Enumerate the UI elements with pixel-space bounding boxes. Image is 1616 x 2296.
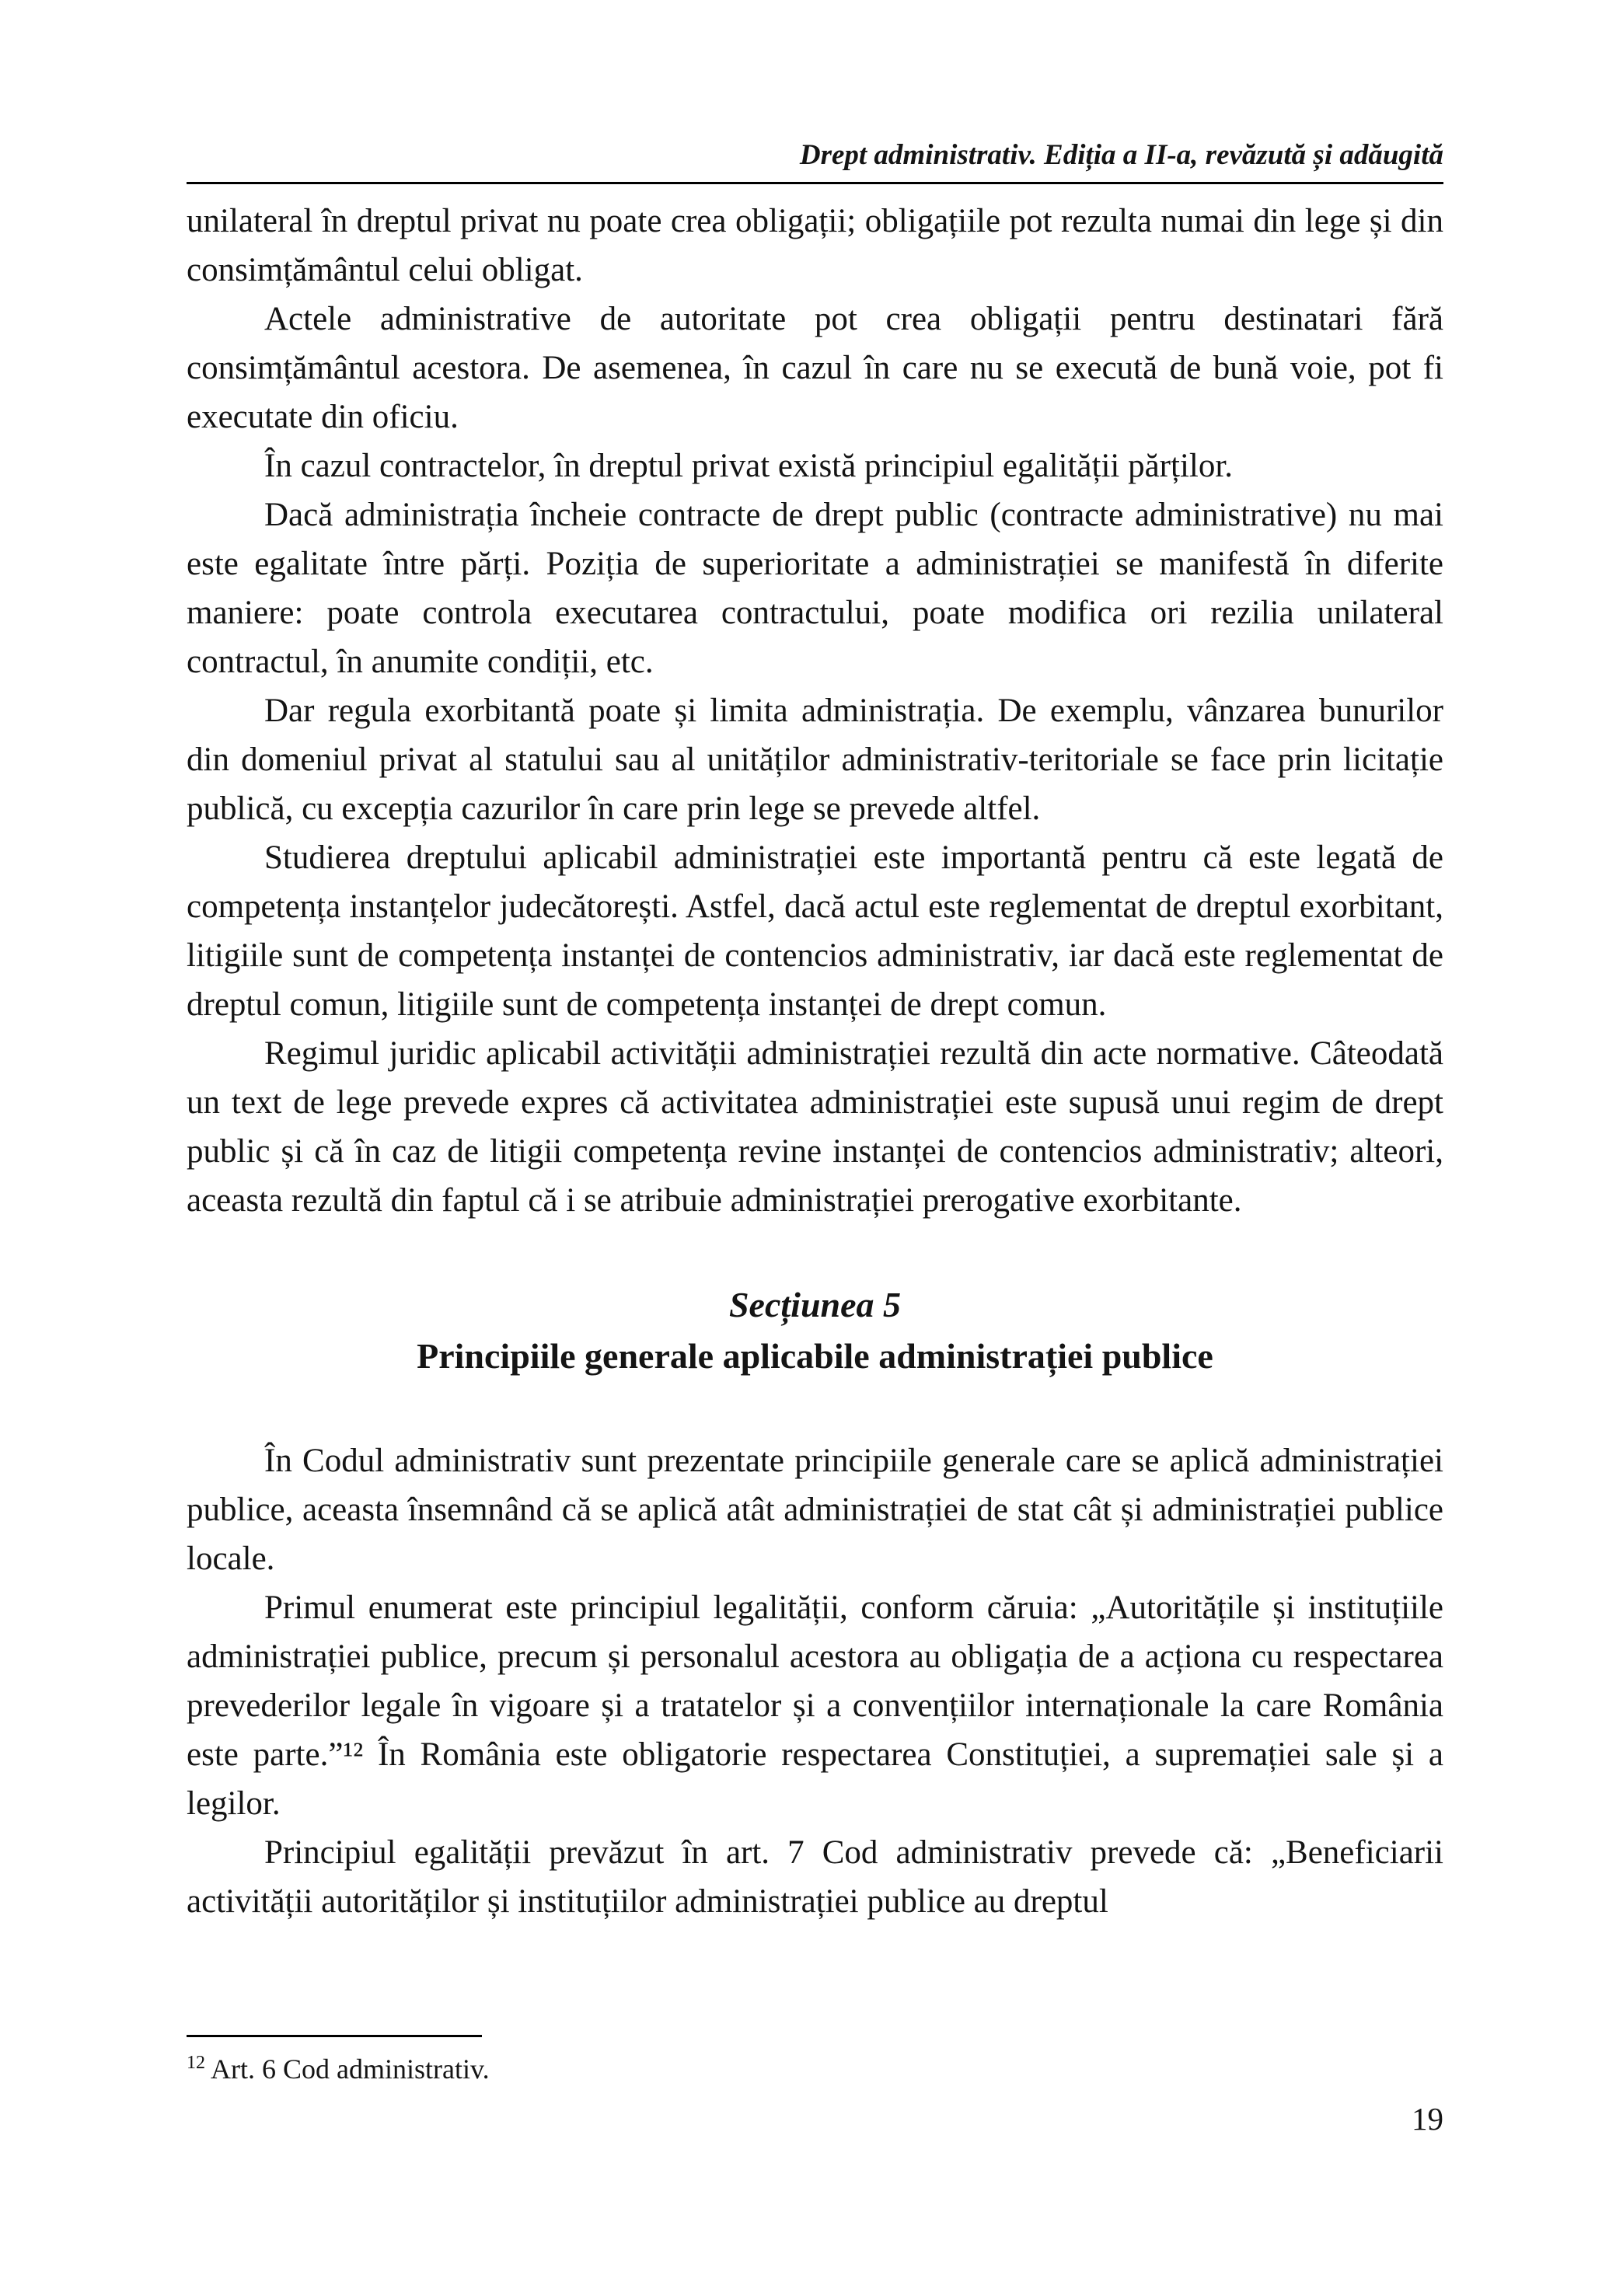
paragraph: Regimul juridic aplicabil activității administrației rezultă din acte normative. Câteodată un text de lege prevede expres că activitatea administrației este supusă unui regim de drept public și că în caz de litigii competența revine instanței de contencios administrativ; alteori, aceasta rezultă din faptul că i se atribuie administrației prerogative exorbitante. <box>187 1035 1443 1219</box>
text-block <box>187 138 1443 1926</box>
section-title: Principiile generale aplicabile administrației publice <box>417 1336 1213 1376</box>
paragraph: În Codul administrativ sunt prezentate principiile generale care se aplică administrației publice, aceasta însemnând că se aplică atât administrației de stat cât și administrației publice locale. <box>187 1443 1443 1577</box>
paragraph: unilateral în dreptul privat nu poate crea obligații; obligațiile pot rezulta numai din lege și din consimțământul celui obligat. <box>187 203 1443 288</box>
paragraph: Principiul egalității prevăzut în art. 7 Cod administrativ prevede că: „Beneficiarii activității autorităților și instituțiilor administrației publice au dreptul <box>187 1834 1443 1920</box>
footnote-area <box>187 2035 1443 2087</box>
page-header <box>187 138 1443 184</box>
page-number: 19 <box>1412 2101 1443 2137</box>
footnote-divider <box>187 2035 482 2037</box>
footnote <box>187 2051 1443 2087</box>
paragraph: În cazul contractelor, în dreptul privat există principiul egalității părților. <box>264 448 1234 484</box>
section-number: Secțiunea 5 <box>728 1285 902 1324</box>
paragraph: Dar regula exorbitantă poate și limita administrația. De exemplu, vânzarea bunurilor din domeniul privat al statului sau al unităților administrativ-teritoriale se face prin licitație publică, cu excepția cazurilor în care prin lege se prevede altfel. <box>187 693 1443 827</box>
paragraph: Actele administrative de autoritate pot crea obligații pentru destinatari fără consimțământul acestora. De asemenea, în cazul în care nu se execută de bună voie, pot fi executate din oficiu. <box>187 301 1443 435</box>
paragraph: Primul enumerat este principiul legalității, conform căruia: „Autoritățile și instituțiile administrației publice, precum și personalul acestora au obligația de a acționa cu respectarea prevederilor legale în vigoare și a tratatelor și a convențiilor internaționale la care România este parte.”¹² În România este obligatorie respectarea Constituției, a supremației sale și a legilor. <box>187 1589 1443 1822</box>
footnote-marker: 12 <box>187 2053 205 2073</box>
paragraph: Studierea dreptului aplicabil administrației este importantă pentru că este legată de competența instanțelor judecătorești. Astfel, dacă actul este reglementat de dreptul exorbitant, litigiile sunt de competența instanței de contencios administrativ, iar dacă este reglementat de dreptul comun, litigiile sunt de competența instanței de drept comun. <box>187 839 1443 1023</box>
footnote-text: Art. 6 Cod administrativ. <box>211 2053 490 2085</box>
paragraph: Dacă administrația încheie contracte de drept public (contracte administrative) nu mai este egalitate între părți. Poziția de superioritate a administrației se manifestă în diferite maniere: poate controla executarea contractului, poate modifica ori rezilia unilateral contractul, în anumite condiții, etc. <box>187 497 1443 680</box>
page-body <box>187 197 1443 1926</box>
running-title: Drept administrativ. Ediția a II-a, revăzută și adăugită <box>799 139 1443 171</box>
